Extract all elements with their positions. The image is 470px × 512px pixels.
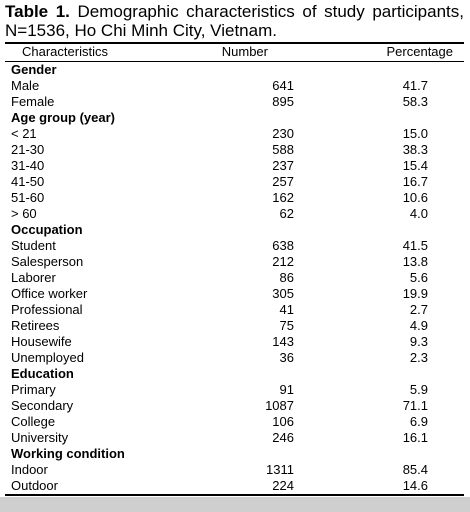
row-number: 36 bbox=[279, 350, 294, 365]
row-label: Female bbox=[11, 94, 55, 109]
table-row bbox=[8, 430, 458, 446]
table-row bbox=[8, 382, 458, 398]
table-row bbox=[8, 398, 458, 414]
column-header-characteristics: Characteristics bbox=[22, 44, 108, 59]
row-number: 106 bbox=[272, 414, 294, 429]
table-row bbox=[8, 238, 458, 254]
row-number: 1087 bbox=[265, 398, 294, 413]
row-label: Secondary bbox=[11, 398, 74, 413]
table-row bbox=[8, 190, 458, 206]
group-heading: Age group (year) bbox=[11, 110, 116, 125]
row-number: 41 bbox=[279, 302, 294, 317]
row-percentage: 6.9 bbox=[409, 414, 428, 429]
row-number: 62 bbox=[279, 206, 294, 221]
row-percentage: 58.3 bbox=[402, 94, 428, 109]
row-percentage: 19.9 bbox=[402, 286, 428, 301]
row-percentage: 41.7 bbox=[402, 78, 428, 93]
table-row bbox=[8, 462, 458, 478]
row-number: 143 bbox=[272, 334, 294, 349]
row-label: Unemployed bbox=[11, 350, 84, 365]
row-percentage: 2.3 bbox=[409, 350, 428, 365]
row-percentage: 15.0 bbox=[402, 126, 428, 141]
table-row bbox=[8, 350, 458, 366]
group-heading: Education bbox=[11, 366, 74, 381]
row-percentage: 5.6 bbox=[409, 270, 428, 285]
row-number: 91 bbox=[279, 382, 294, 397]
row-label: Housewife bbox=[11, 334, 72, 349]
row-percentage: 9.3 bbox=[409, 334, 428, 349]
row-percentage: 16.7 bbox=[402, 174, 428, 189]
group-heading: Occupation bbox=[11, 222, 83, 237]
row-percentage: 14.6 bbox=[402, 478, 428, 493]
row-label: Salesperson bbox=[11, 254, 84, 269]
row-label: < 21 bbox=[11, 126, 37, 141]
table-row bbox=[8, 126, 458, 142]
row-label: Student bbox=[11, 238, 56, 253]
table-group-row bbox=[8, 446, 458, 462]
table-row bbox=[8, 318, 458, 334]
row-number: 641 bbox=[272, 78, 294, 93]
row-label: 21-30 bbox=[11, 142, 45, 157]
table-row bbox=[8, 478, 458, 494]
row-label: Professional bbox=[11, 302, 83, 317]
table-row bbox=[8, 174, 458, 190]
row-number: 230 bbox=[272, 126, 294, 141]
table-group-row bbox=[8, 222, 458, 238]
table-group-row bbox=[8, 366, 458, 382]
row-percentage: 38.3 bbox=[402, 142, 428, 157]
row-label: College bbox=[11, 414, 56, 429]
row-label: Outdoor bbox=[11, 478, 58, 493]
table-row bbox=[8, 158, 458, 174]
row-label: Male bbox=[11, 78, 40, 93]
table-row bbox=[8, 414, 458, 430]
row-number: 1311 bbox=[266, 462, 294, 477]
table-row bbox=[8, 94, 458, 110]
row-percentage: 10.6 bbox=[402, 190, 428, 205]
row-percentage: 4.0 bbox=[409, 206, 428, 221]
row-number: 588 bbox=[272, 142, 294, 157]
row-percentage: 15.4 bbox=[402, 158, 428, 173]
row-label: > 60 bbox=[11, 206, 37, 221]
row-percentage: 16.1 bbox=[402, 430, 428, 445]
row-label: Primary bbox=[11, 382, 56, 397]
row-label: Indoor bbox=[11, 462, 48, 477]
table-header-row bbox=[8, 44, 458, 60]
row-number: 305 bbox=[272, 286, 294, 301]
table-label: Table 1. bbox=[5, 2, 70, 21]
group-heading: Working condition bbox=[11, 446, 125, 461]
row-label: Laborer bbox=[11, 270, 56, 285]
row-percentage: 4.9 bbox=[409, 318, 428, 333]
column-header-number: Number bbox=[221, 44, 268, 59]
table-caption bbox=[5, 2, 464, 40]
row-number: 638 bbox=[272, 238, 294, 253]
row-number: 257 bbox=[272, 174, 294, 189]
row-label: University bbox=[11, 430, 69, 445]
table-row bbox=[8, 78, 458, 94]
table-row bbox=[8, 334, 458, 350]
row-percentage: 71.1 bbox=[402, 398, 428, 413]
table-row bbox=[8, 286, 458, 302]
row-number: 75 bbox=[279, 318, 294, 333]
row-percentage: 5.9 bbox=[409, 382, 428, 397]
row-label: Retirees bbox=[11, 318, 60, 333]
row-number: 212 bbox=[272, 254, 294, 269]
row-number: 224 bbox=[272, 478, 294, 493]
table-row bbox=[8, 206, 458, 222]
table-group-row bbox=[8, 62, 458, 78]
table-row bbox=[8, 302, 458, 318]
row-number: 162 bbox=[272, 190, 294, 205]
bottom-rule bbox=[5, 494, 464, 496]
row-percentage: 2.7 bbox=[409, 302, 428, 317]
row-percentage: 85.4 bbox=[402, 462, 428, 477]
row-label: 51-60 bbox=[11, 190, 45, 205]
table-row bbox=[8, 142, 458, 158]
row-number: 246 bbox=[272, 430, 294, 445]
row-number: 895 bbox=[272, 94, 294, 109]
row-label: 41-50 bbox=[11, 174, 45, 189]
table-caption-text: Demographic characteristics of study participants, N=1536, Ho Chi Minh City, Vietnam. bbox=[5, 2, 464, 40]
column-header-percentage: Percentage bbox=[386, 44, 453, 59]
group-heading: Gender bbox=[11, 62, 57, 77]
row-label: Office worker bbox=[11, 286, 88, 301]
row-number: 237 bbox=[272, 158, 294, 173]
row-percentage: 41.5 bbox=[402, 238, 428, 253]
table-group-row bbox=[8, 110, 458, 126]
row-percentage: 13.8 bbox=[402, 254, 428, 269]
table-row bbox=[8, 254, 458, 270]
row-label: 31-40 bbox=[11, 158, 45, 173]
row-number: 86 bbox=[279, 270, 294, 285]
table-row bbox=[8, 270, 458, 286]
